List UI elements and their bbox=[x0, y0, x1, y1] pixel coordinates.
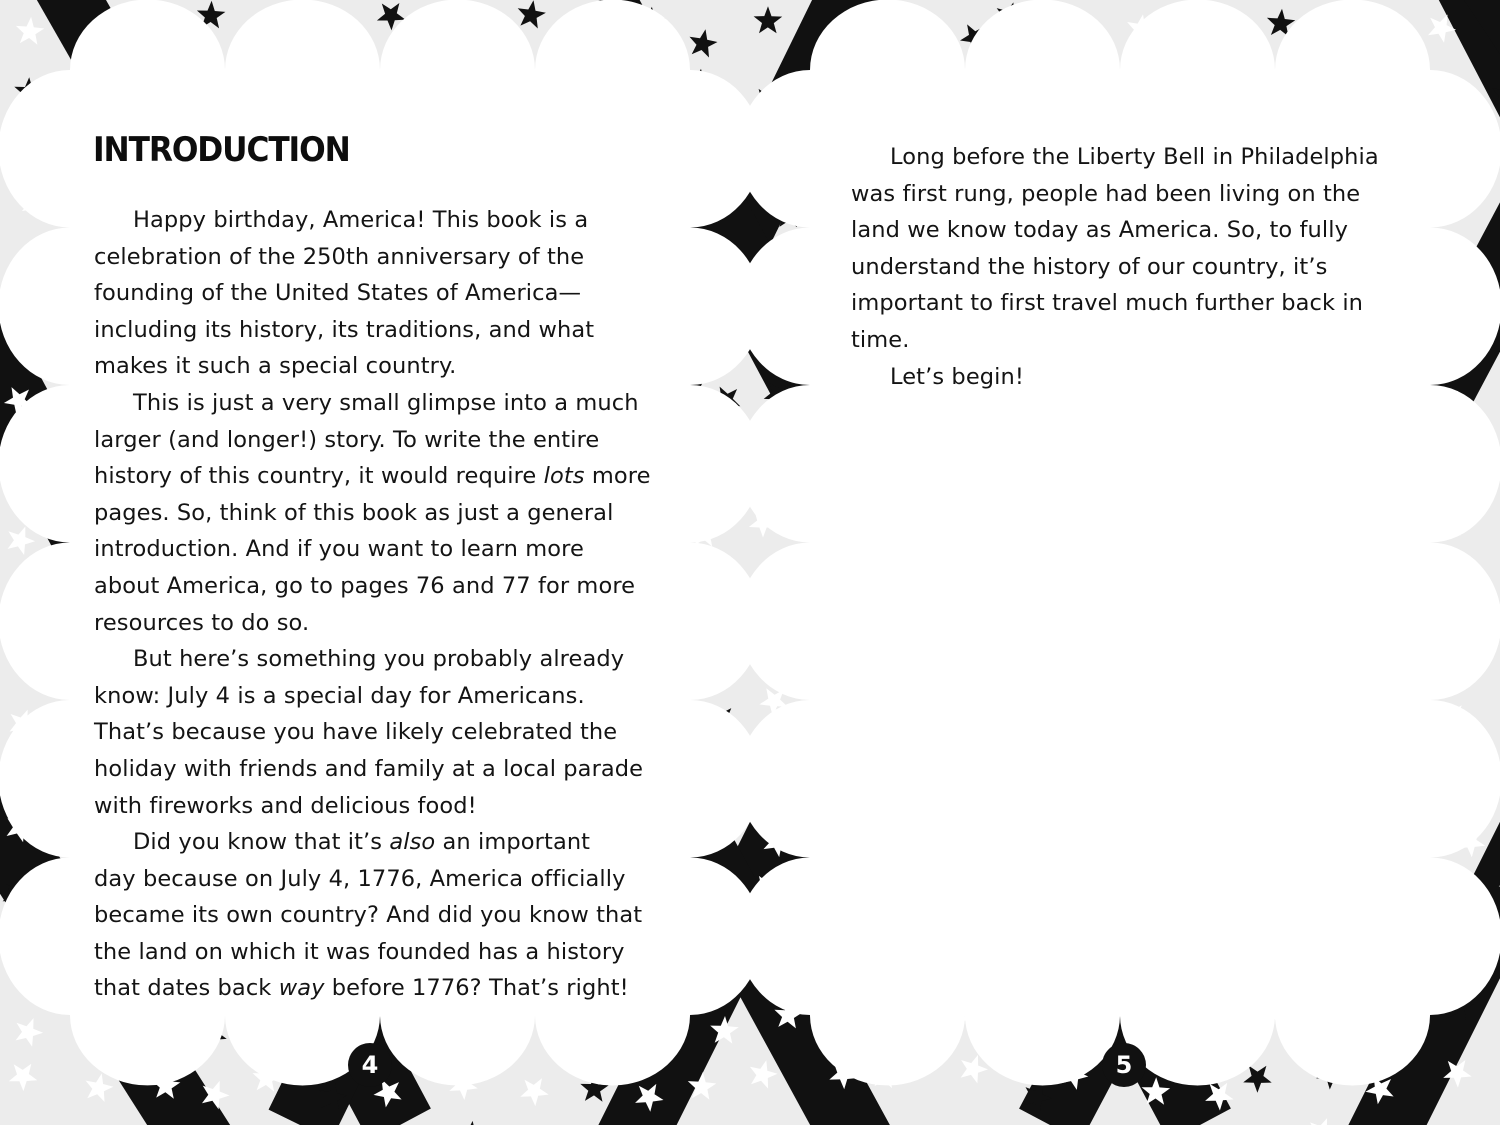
text-line bbox=[94, 970, 674, 1007]
text-span: founding of the United States of America— bbox=[94, 280, 582, 307]
text-span: celebration of the 250th anniversary of the bbox=[94, 243, 585, 270]
text-span: Happy birthday, America! This book is a bbox=[133, 207, 589, 233]
text-line bbox=[851, 139, 1411, 176]
text-line bbox=[94, 641, 674, 678]
text-span: introduction. And if you want to learn more bbox=[94, 536, 584, 563]
text-line bbox=[94, 239, 674, 276]
text-line bbox=[94, 824, 674, 861]
text-line bbox=[94, 202, 674, 239]
text-span: makes it such a special country. bbox=[94, 353, 457, 380]
text-span: resources to do so. bbox=[94, 609, 310, 636]
text-span: was first rung, people had been living on the bbox=[851, 180, 1361, 207]
text-span: Did you know that it’s bbox=[133, 829, 390, 856]
text-span: Long before the Liberty Bell in Philadelphia bbox=[890, 144, 1379, 170]
text-span: That’s because you have likely celebrated the bbox=[94, 719, 618, 746]
emphasis-text: also bbox=[389, 829, 436, 856]
text-line bbox=[94, 861, 674, 898]
left-page-body-text bbox=[94, 202, 674, 1007]
text-line bbox=[94, 495, 674, 532]
text-span: important to first travel much further back in bbox=[851, 290, 1364, 317]
text-line bbox=[851, 212, 1411, 249]
text-line bbox=[94, 897, 674, 934]
text-line bbox=[851, 176, 1411, 213]
text-span: But here’s something you probably already bbox=[133, 646, 625, 673]
text-line bbox=[94, 714, 674, 751]
text-span: before 1776? That’s right! bbox=[324, 975, 629, 1002]
page-number-right: 5 bbox=[1102, 1043, 1146, 1087]
text-span: larger (and longer!) story. To write the entire bbox=[94, 426, 600, 453]
text-span: including its history, its traditions, and what bbox=[94, 316, 595, 343]
text-span: Let’s begin! bbox=[890, 363, 1024, 390]
text-line bbox=[94, 348, 674, 385]
text-line bbox=[94, 605, 674, 642]
text-line bbox=[94, 568, 674, 605]
text-span: more bbox=[584, 463, 651, 490]
text-span: This is just a very small glimpse into a much bbox=[133, 389, 639, 416]
text-span: about America, go to pages 76 and 77 for more bbox=[94, 572, 636, 599]
text-span: that dates back bbox=[94, 975, 279, 1002]
text-span: know: July 4 is a special day for Americans. bbox=[94, 682, 585, 709]
text-line bbox=[851, 322, 1411, 359]
text-span: understand the history of our country, it’s bbox=[851, 253, 1328, 280]
text-line bbox=[851, 249, 1411, 286]
text-span: day because on July 4, 1776, America officially bbox=[94, 865, 626, 892]
page-number-left: 4 bbox=[348, 1043, 392, 1087]
text-line bbox=[94, 312, 674, 349]
emphasis-text: lots bbox=[543, 463, 585, 490]
text-line bbox=[94, 385, 674, 422]
text-span: history of this country, it would require bbox=[94, 463, 544, 490]
text-span: pages. So, think of this book as just a general bbox=[94, 499, 614, 526]
text-line bbox=[851, 359, 1411, 396]
text-line bbox=[94, 788, 674, 825]
text-line bbox=[94, 678, 674, 715]
right-page-body-text bbox=[851, 139, 1411, 395]
text-line bbox=[94, 934, 674, 971]
text-span: land we know today as America. So, to fully bbox=[851, 217, 1349, 244]
text-span: the land on which it was founded has a history bbox=[94, 938, 625, 965]
text-line bbox=[94, 458, 674, 495]
text-span: an important bbox=[435, 829, 591, 856]
text-line bbox=[94, 751, 674, 788]
text-span: time. bbox=[851, 326, 910, 353]
text-span: with fireworks and delicious food! bbox=[94, 792, 477, 819]
text-line bbox=[94, 275, 674, 312]
text-line bbox=[94, 531, 674, 568]
emphasis-text: way bbox=[278, 975, 325, 1002]
text-span: became its own country? And did you know that bbox=[94, 902, 643, 929]
text-line bbox=[94, 422, 674, 459]
page-title: INTRODUCTION bbox=[93, 130, 350, 170]
text-line bbox=[851, 285, 1411, 322]
right-page bbox=[740, 0, 1500, 1125]
text-span: holiday with friends and family at a local parade bbox=[94, 755, 644, 782]
